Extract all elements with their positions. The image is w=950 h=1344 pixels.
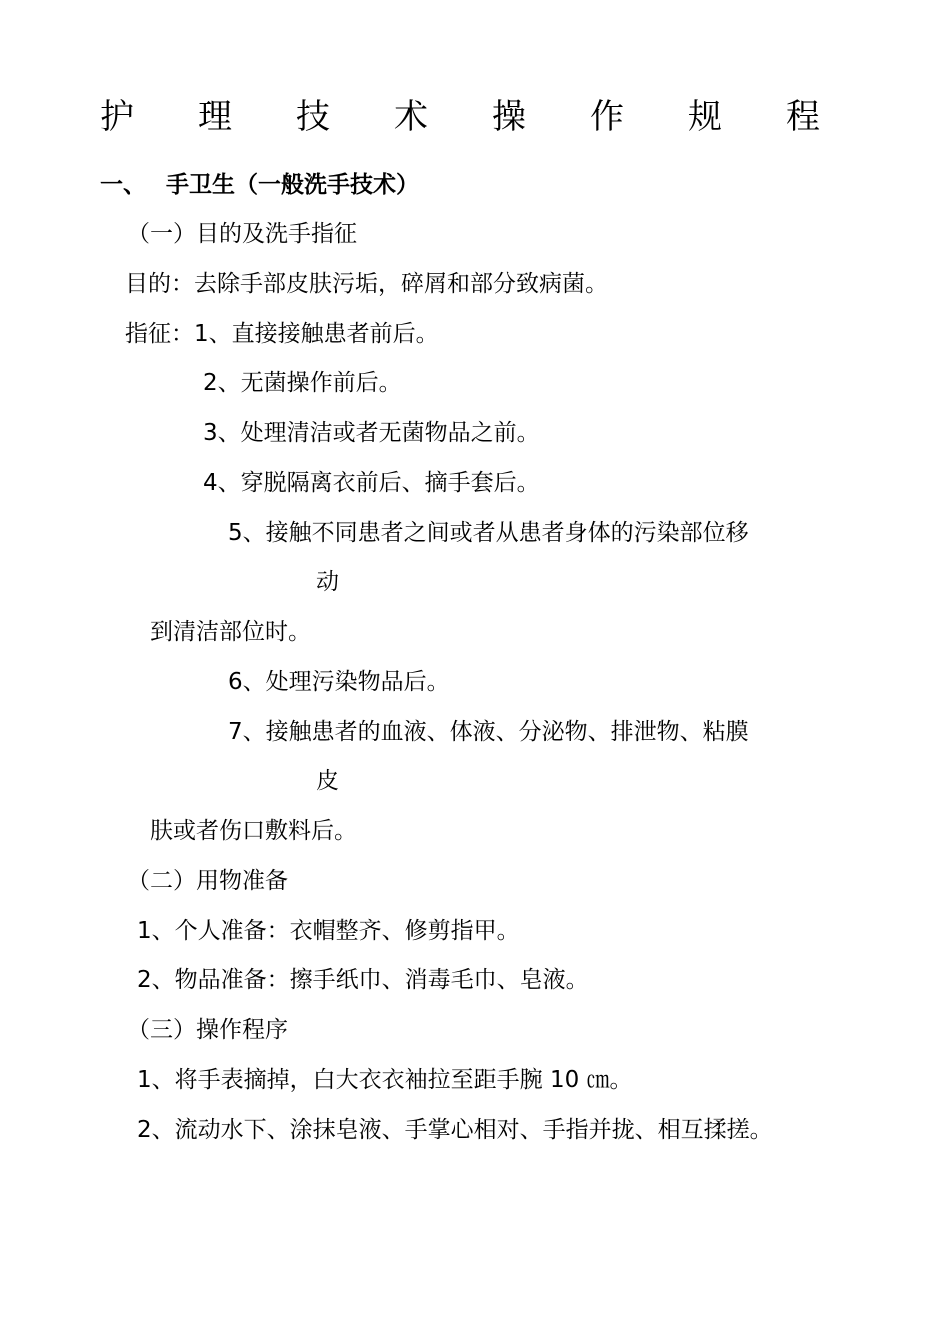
indication-item: 7、接触患者的血液、体液、分泌物、排泄物、粘膜 [228, 719, 749, 745]
indication-item: 5、接触不同患者之间或者从患者身体的污染部位移 [228, 520, 749, 546]
indication-item-continued: 肤或者伤口敷料后。 [150, 818, 357, 844]
document-title [100, 88, 820, 138]
procedure-step: 1、将手表摘掉，白大衣衣袖拉至距手腕 10 ㎝。 [137, 1067, 633, 1093]
indication-item-continued: 皮 [316, 768, 339, 794]
supplies-item: 1、个人准备：衣帽整齐、修剪指甲。 [137, 918, 520, 944]
indication-item: 2、无菌操作前后。 [203, 370, 402, 396]
subsection-heading-supplies: （二）用物准备 [127, 868, 288, 894]
indication-item-continued: 动 [316, 569, 339, 595]
supplies-item: 2、物品准备：擦手纸巾、消毒毛巾、皂液。 [137, 967, 589, 993]
procedure-step: 2、流动水下、涂抹皂液、手掌心相对、手指并拢、相互揉搓。 [137, 1117, 773, 1143]
indication-item-continued: 到清洁部位时。 [150, 619, 311, 645]
title-char: 规 [688, 96, 722, 137]
title-char: 技 [296, 96, 330, 137]
title-char: 程 [786, 96, 820, 137]
section-heading [100, 170, 419, 200]
title-char: 作 [590, 96, 624, 137]
subsection-heading-purpose: （一）目的及洗手指征 [127, 221, 357, 247]
title-char: 护 [100, 96, 134, 137]
section-number: 一、 [100, 172, 146, 198]
title-char: 术 [394, 96, 428, 137]
indication-item: 3、处理清洁或者无菌物品之前。 [203, 420, 540, 446]
indication-item: 指征：1、直接接触患者前后。 [125, 321, 439, 347]
indication-item: 4、穿脱隔离衣前后、摘手套后。 [203, 470, 540, 496]
indication-item: 6、处理污染物品后。 [228, 669, 450, 695]
subsection-heading-procedure: （三）操作程序 [127, 1017, 288, 1043]
purpose-text: 目的：去除手部皮肤污垢，碎屑和部分致病菌。 [125, 271, 608, 297]
section-title: 手卫生（一般洗手技术） [166, 172, 419, 198]
title-char: 理 [198, 96, 232, 137]
title-char: 操 [492, 96, 526, 137]
